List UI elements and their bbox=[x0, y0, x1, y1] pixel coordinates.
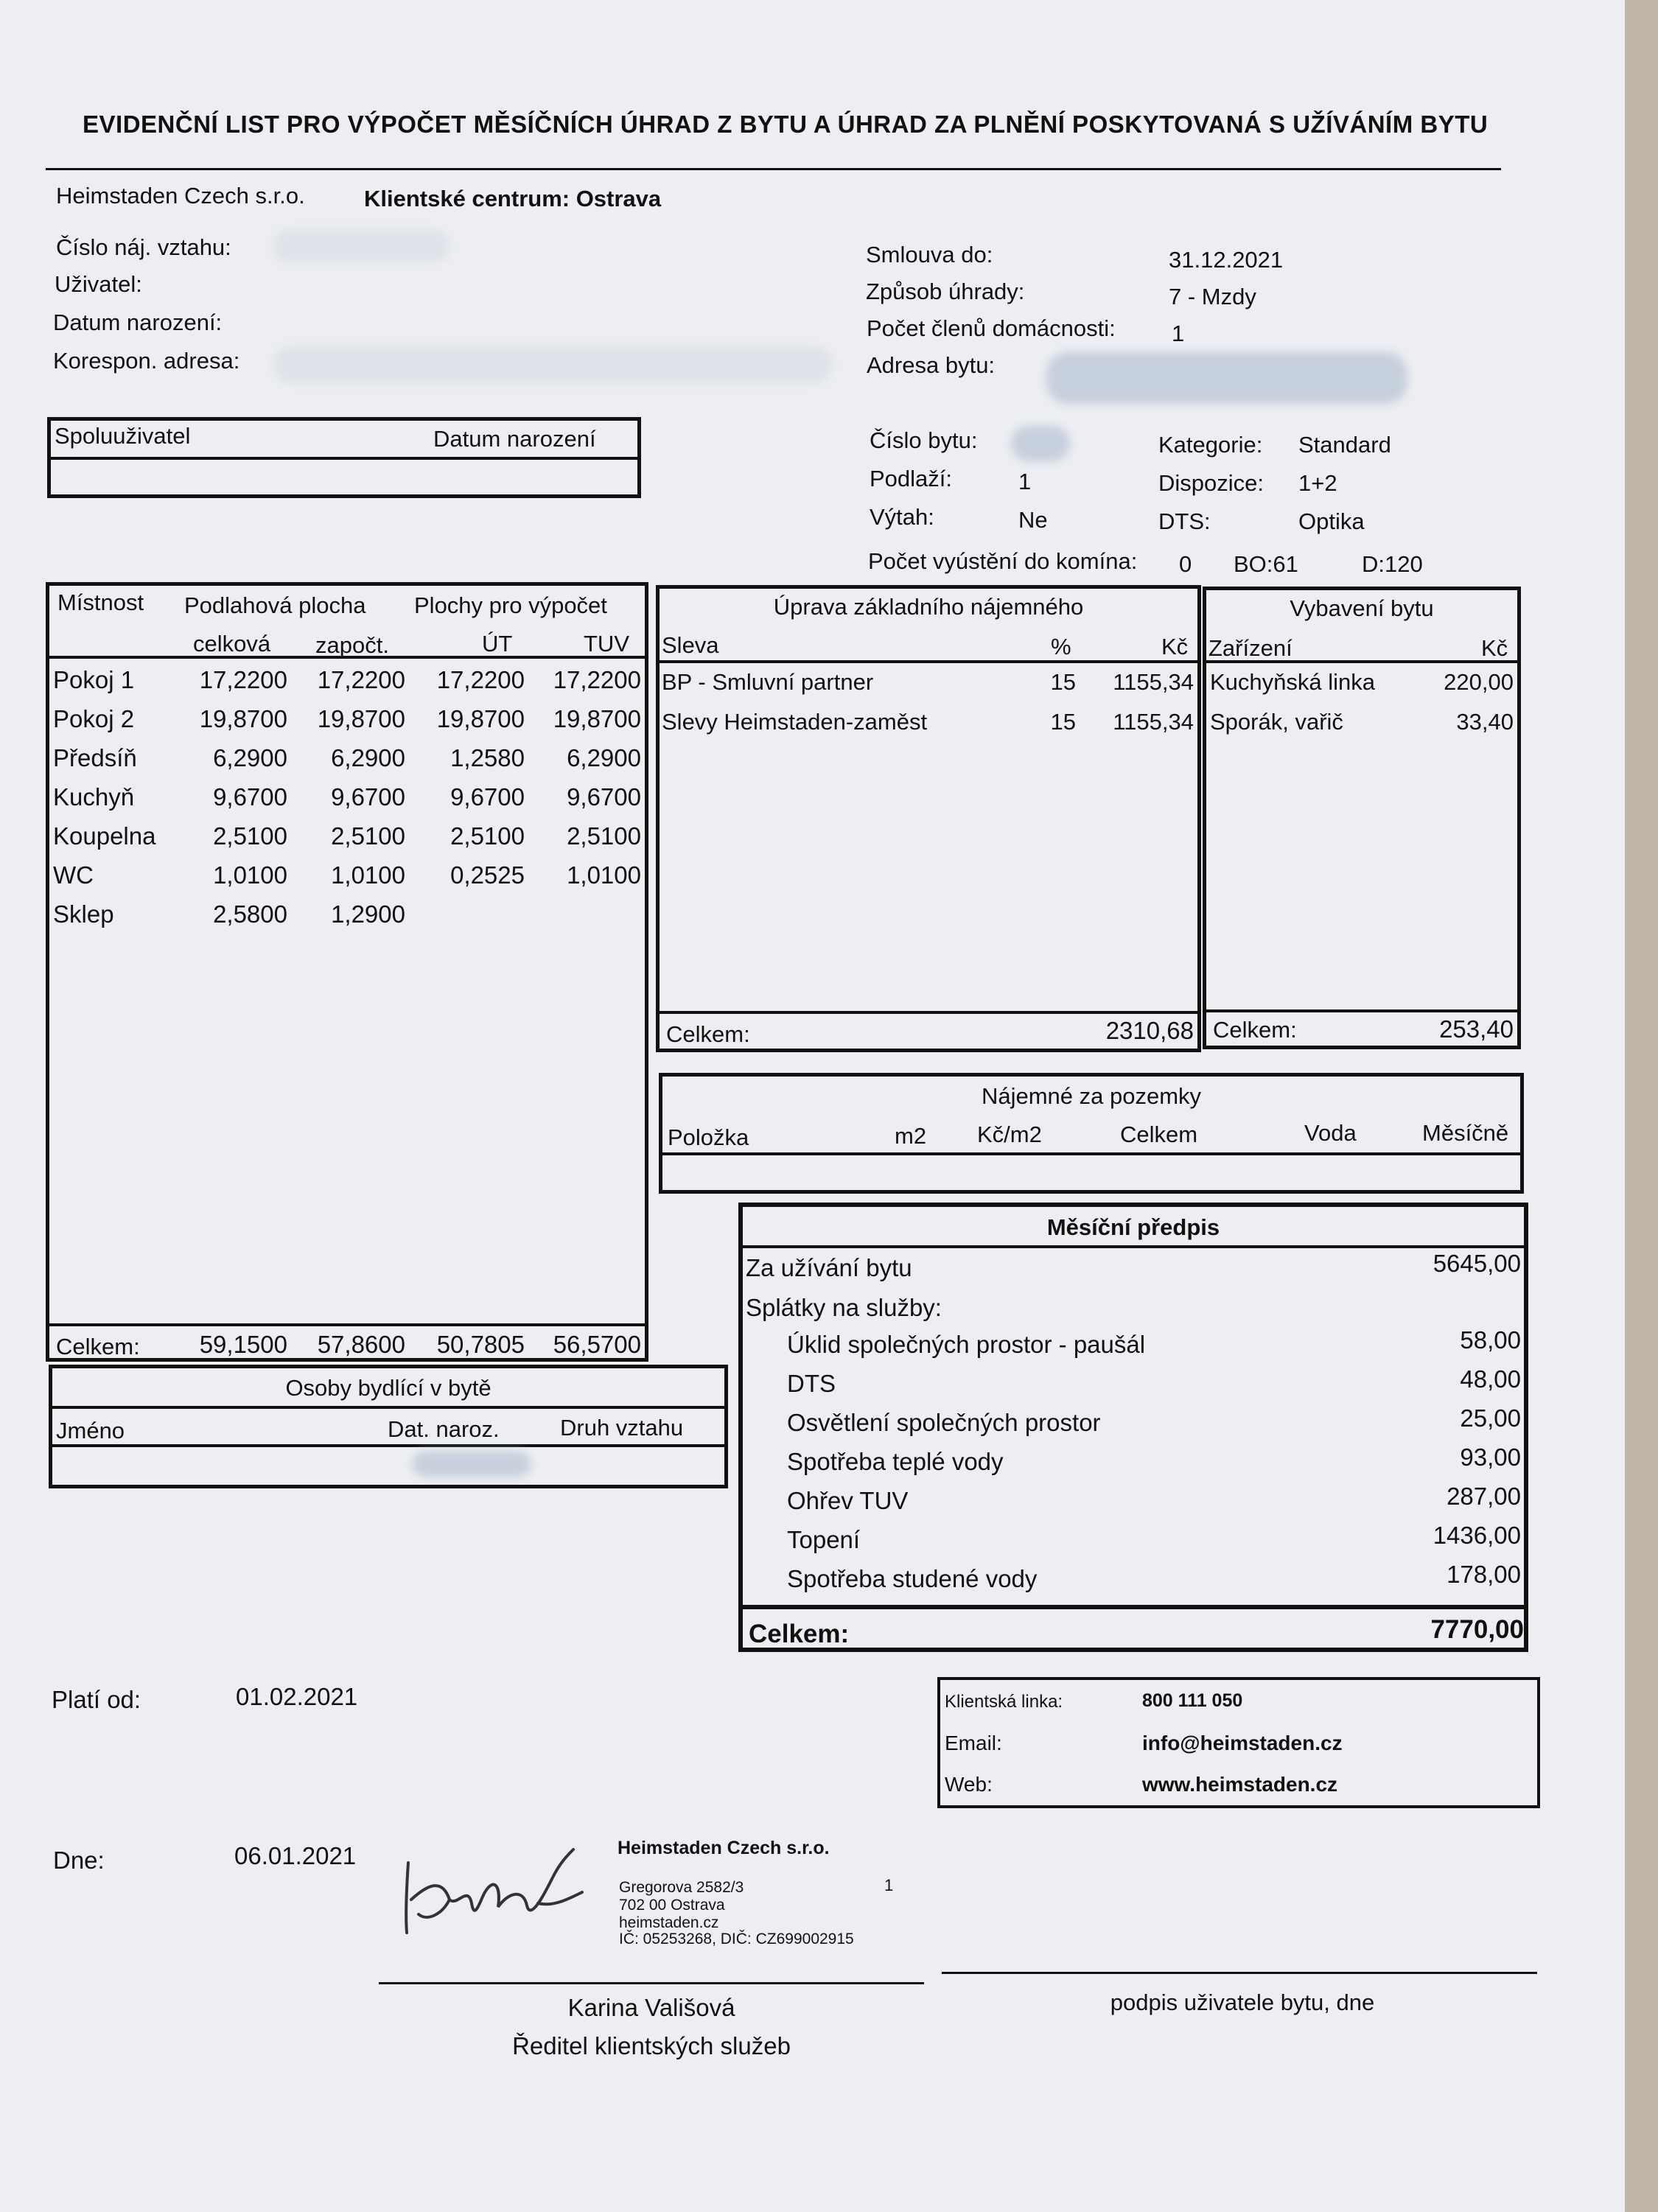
sleva-name: BP - Smluvní partner bbox=[662, 669, 874, 695]
redacted-contract-number bbox=[273, 230, 450, 262]
col-ut: ÚT bbox=[482, 631, 513, 657]
predpis-total-label: Celkem: bbox=[749, 1620, 850, 1648]
room-name: Předsíň bbox=[53, 744, 137, 771]
smlouva-do-value: 31.12.2021 bbox=[1169, 247, 1284, 273]
uprava-total-divider bbox=[656, 1011, 1201, 1014]
sleva-name: Slevy Heimstaden-zaměst bbox=[662, 709, 928, 735]
datum-narozeni-label: Datum narození: bbox=[53, 309, 223, 335]
spoluuzivatel-header-divider bbox=[47, 457, 641, 460]
col-podlahova-plocha: Podlahová plocha bbox=[184, 592, 366, 618]
uzivatel-label: Uživatel: bbox=[55, 271, 142, 297]
col-polozka: Položka bbox=[668, 1124, 749, 1150]
korespondencni-adresa-label: Korespon. adresa: bbox=[53, 348, 240, 374]
rooms-total-ut: 50,7805 bbox=[436, 1331, 525, 1358]
room-zapoct: 2,5100 bbox=[331, 822, 405, 850]
room-celkova: 17,2200 bbox=[199, 666, 287, 693]
room-ut: 17,2200 bbox=[436, 666, 525, 693]
predpis-item-label: Osvětlení společných prostor bbox=[787, 1409, 1101, 1436]
sleva-percent: 15 bbox=[1050, 709, 1076, 735]
cislo-bytu-label: Číslo bytu: bbox=[870, 427, 978, 453]
room-celkova: 1,0100 bbox=[213, 861, 287, 889]
room-name: Sklep bbox=[53, 900, 114, 928]
predpis-item-value: 48,00 bbox=[1460, 1365, 1521, 1393]
uprava-title: Úprava základního nájemného bbox=[773, 594, 1084, 620]
predpis-total-divider bbox=[738, 1605, 1528, 1609]
room-zapoct: 6,2900 bbox=[331, 744, 405, 771]
vybaveni-total-value: 253,40 bbox=[1439, 1015, 1514, 1043]
stamp-company: Heimstaden Czech s.r.o. bbox=[618, 1838, 830, 1858]
director-name: Karina Vališová bbox=[567, 1994, 735, 2021]
room-celkova: 2,5800 bbox=[213, 900, 287, 928]
za-uzivani-bytu-label: Za užívání bytu bbox=[746, 1254, 912, 1281]
spoluuzivatel-header: Spoluuživatel bbox=[55, 423, 191, 449]
room-name: Pokoj 2 bbox=[53, 705, 135, 732]
title-underline bbox=[46, 168, 1501, 170]
vybaveni-total-divider bbox=[1203, 1009, 1521, 1012]
rooms-total-zapoct: 57,8600 bbox=[317, 1331, 405, 1358]
predpis-item-label: Ohřev TUV bbox=[787, 1487, 909, 1514]
col-zarizeni: Zařízení bbox=[1208, 635, 1293, 661]
vytah-value: Ne bbox=[1018, 507, 1048, 533]
predpis-item-label: Spotřeba teplé vody bbox=[787, 1448, 1004, 1475]
room-tuv: 2,5100 bbox=[567, 822, 641, 850]
room-ut: 2,5100 bbox=[450, 822, 525, 850]
room-celkova: 2,5100 bbox=[213, 822, 287, 850]
rooms-total-celkova: 59,1500 bbox=[199, 1331, 287, 1358]
predpis-total-value: 7770,00 bbox=[1430, 1615, 1524, 1644]
klientska-linka-value: 800 111 050 bbox=[1142, 1690, 1243, 1711]
zpusob-uhrady-label: Způsob úhrady: bbox=[866, 279, 1025, 304]
za-uzivani-bytu-value: 5645,00 bbox=[1433, 1250, 1521, 1277]
room-tuv: 1,0100 bbox=[567, 861, 641, 889]
predpis-item-value: 1436,00 bbox=[1433, 1522, 1521, 1549]
web-value[interactable]: www.heimstaden.cz bbox=[1142, 1773, 1338, 1796]
plati-od-value: 01.02.2021 bbox=[236, 1683, 358, 1710]
predpis-item-label: Úklid společných prostor - paušál bbox=[787, 1331, 1146, 1358]
osoby-title-divider bbox=[49, 1406, 728, 1409]
zpusob-uhrady-value: 7 - Mzdy bbox=[1169, 284, 1256, 309]
uprava-total-label: Celkem: bbox=[666, 1021, 750, 1047]
col-dat-naroz: Dat. naroz. bbox=[388, 1416, 500, 1442]
room-tuv: 6,2900 bbox=[567, 744, 641, 771]
pocet-clenu-value: 1 bbox=[1172, 321, 1185, 346]
kategorie-value: Standard bbox=[1298, 432, 1391, 458]
room-zapoct: 17,2200 bbox=[317, 666, 405, 693]
room-zapoct: 1,2900 bbox=[331, 900, 405, 928]
predpis-item-label: Topení bbox=[787, 1526, 861, 1553]
director-role: Ředitel klientských služeb bbox=[512, 2032, 791, 2059]
vybaveni-total-label: Celkem: bbox=[1213, 1017, 1297, 1043]
pozemky-header-divider bbox=[659, 1152, 1524, 1155]
rooms-total-label: Celkem: bbox=[56, 1334, 140, 1359]
col-jmeno: Jméno bbox=[56, 1418, 125, 1443]
web-label: Web: bbox=[945, 1773, 993, 1796]
company-name: Heimstaden Czech s.r.o. bbox=[56, 183, 305, 209]
sleva-kc: 1155,34 bbox=[1113, 669, 1194, 695]
dispozice-value: 1+2 bbox=[1298, 470, 1337, 496]
room-ut: 9,6700 bbox=[450, 783, 525, 811]
dne-value: 06.01.2021 bbox=[234, 1842, 357, 1869]
predpis-title: Měsíční předpis bbox=[1046, 1214, 1220, 1240]
uprava-header-divider bbox=[656, 660, 1201, 663]
room-name: Pokoj 1 bbox=[53, 666, 135, 693]
room-zapoct: 19,8700 bbox=[317, 705, 405, 732]
d-value: D:120 bbox=[1362, 551, 1423, 577]
rooms-total-divider bbox=[46, 1323, 648, 1326]
bo-value: BO:61 bbox=[1234, 551, 1298, 577]
room-zapoct: 1,0100 bbox=[331, 861, 405, 889]
dispozice-label: Dispozice: bbox=[1158, 470, 1264, 496]
sleva-kc: 1155,34 bbox=[1113, 709, 1194, 735]
predpis-item-value: 287,00 bbox=[1447, 1483, 1521, 1510]
stamp-web: heimstaden.cz bbox=[619, 1914, 719, 1931]
pocet-clenu-label: Počet členů domácnosti: bbox=[867, 315, 1116, 341]
stamp-number: 1 bbox=[884, 1876, 894, 1894]
room-zapoct: 9,6700 bbox=[331, 783, 405, 811]
room-ut: 19,8700 bbox=[436, 705, 525, 732]
email-value[interactable]: info@heimstaden.cz bbox=[1142, 1732, 1343, 1754]
redacted-flat-address bbox=[1046, 352, 1407, 404]
redacted-person bbox=[413, 1452, 531, 1477]
room-tuv: 17,2200 bbox=[553, 666, 641, 693]
cislo-najemniho-vztahu-label: Číslo náj. vztahu: bbox=[56, 234, 231, 260]
vytah-label: Výtah: bbox=[870, 504, 934, 530]
client-center: Klientské centrum: Ostrava bbox=[364, 186, 662, 211]
background-surface bbox=[1625, 0, 1658, 2212]
klientska-linka-label: Klientská linka: bbox=[945, 1692, 1063, 1712]
stamp-street: Gregorova 2582/3 bbox=[619, 1879, 744, 1896]
vybaveni-title: Vybavení bytu bbox=[1290, 595, 1434, 621]
predpis-item-value: 178,00 bbox=[1447, 1561, 1521, 1588]
komin-label: Počet vyústění do komína: bbox=[868, 548, 1138, 574]
zarizeni-kc: 220,00 bbox=[1444, 669, 1514, 695]
dts-value: Optika bbox=[1298, 508, 1365, 534]
director-signature-line bbox=[379, 1982, 924, 1984]
predpis-title-divider bbox=[738, 1245, 1528, 1248]
dne-label: Dne: bbox=[53, 1847, 105, 1874]
zarizeni-name: Kuchyňská linka bbox=[1210, 669, 1376, 695]
col-vybaveni-kc: Kč bbox=[1481, 635, 1508, 661]
podlazi-value: 1 bbox=[1018, 469, 1032, 494]
col-mistnost: Místnost bbox=[57, 589, 144, 615]
col-druh-vztahu: Druh vztahu bbox=[560, 1415, 684, 1441]
room-name: Koupelna bbox=[53, 822, 156, 850]
col-tuv: TUV bbox=[584, 631, 629, 657]
adresa-bytu-label: Adresa bytu: bbox=[867, 352, 996, 378]
stamp-ids: IČ: 05253268, DIČ: CZ699002915 bbox=[619, 1931, 854, 1947]
col-celkova: celková bbox=[193, 631, 271, 657]
plati-od-label: Platí od: bbox=[52, 1686, 141, 1713]
uprava-total-value: 2310,68 bbox=[1105, 1017, 1194, 1044]
room-name: Kuchyň bbox=[53, 783, 135, 811]
uprava-table bbox=[656, 585, 1201, 1052]
zarizeni-name: Sporák, vařič bbox=[1210, 709, 1343, 735]
stamp-city: 702 00 Ostrava bbox=[619, 1897, 725, 1914]
predpis-item-label: DTS bbox=[787, 1370, 836, 1397]
smlouva-do-label: Smlouva do: bbox=[866, 242, 993, 267]
komin-value: 0 bbox=[1179, 551, 1192, 577]
podlazi-label: Podlaží: bbox=[870, 466, 953, 491]
room-celkova: 6,2900 bbox=[213, 744, 287, 771]
predpis-item-label: Spotřeba studené vody bbox=[787, 1565, 1038, 1592]
room-celkova: 9,6700 bbox=[213, 783, 287, 811]
room-ut: 1,2580 bbox=[450, 744, 525, 771]
col-zapoct: započt. bbox=[315, 632, 389, 658]
osoby-title: Osoby bydlící v bytě bbox=[285, 1375, 492, 1401]
predpis-item-value: 25,00 bbox=[1460, 1404, 1521, 1432]
document-title: EVIDENČNÍ LIST PRO VÝPOČET MĚSÍČNÍCH ÚHRAD Z BYTU A ÚHRAD ZA PLNĚNÍ POSKYTOVANÁ S UŽÍVÁNÍM BYTU bbox=[83, 111, 1489, 138]
rooms-total-tuv: 56,5700 bbox=[553, 1331, 641, 1358]
col-mesicne: Měsíčně bbox=[1422, 1120, 1509, 1146]
col-sleva: Sleva bbox=[662, 632, 719, 658]
splatky-label: Splátky na služby: bbox=[746, 1294, 942, 1321]
pozemky-title: Nájemné za pozemky bbox=[981, 1083, 1202, 1109]
user-signature-label: podpis uživatele bytu, dne bbox=[1110, 1989, 1375, 2015]
zarizeni-kc: 33,40 bbox=[1456, 709, 1514, 735]
col-plochy-pro-vypocet: Plochy pro výpočet bbox=[414, 592, 607, 618]
spoluuzivatel-datum-header: Datum narození bbox=[433, 426, 596, 452]
user-signature-line bbox=[942, 1972, 1537, 1974]
director-signature bbox=[398, 1833, 590, 1944]
osoby-header-divider bbox=[49, 1444, 728, 1447]
email-label: Email: bbox=[945, 1732, 1002, 1754]
col-celkem: Celkem bbox=[1120, 1121, 1198, 1147]
redacted-address bbox=[273, 346, 833, 383]
col-kc-m2: Kč/m2 bbox=[977, 1121, 1042, 1147]
dts-label: DTS: bbox=[1158, 508, 1211, 534]
col-m2: m2 bbox=[895, 1123, 927, 1149]
sleva-percent: 15 bbox=[1050, 669, 1076, 695]
room-ut: 0,2525 bbox=[450, 861, 525, 889]
col-procenta: % bbox=[1051, 634, 1071, 659]
predpis-item-value: 93,00 bbox=[1460, 1443, 1521, 1471]
kategorie-label: Kategorie: bbox=[1158, 432, 1263, 458]
predpis-item-value: 58,00 bbox=[1460, 1326, 1521, 1354]
redacted-flat-number bbox=[1011, 426, 1070, 461]
rooms-table bbox=[46, 582, 648, 1362]
room-name: WC bbox=[53, 861, 94, 889]
room-tuv: 9,6700 bbox=[567, 783, 641, 811]
col-voda: Voda bbox=[1304, 1120, 1357, 1146]
room-tuv: 19,8700 bbox=[553, 705, 641, 732]
room-celkova: 19,8700 bbox=[199, 705, 287, 732]
col-kc: Kč bbox=[1161, 634, 1189, 659]
